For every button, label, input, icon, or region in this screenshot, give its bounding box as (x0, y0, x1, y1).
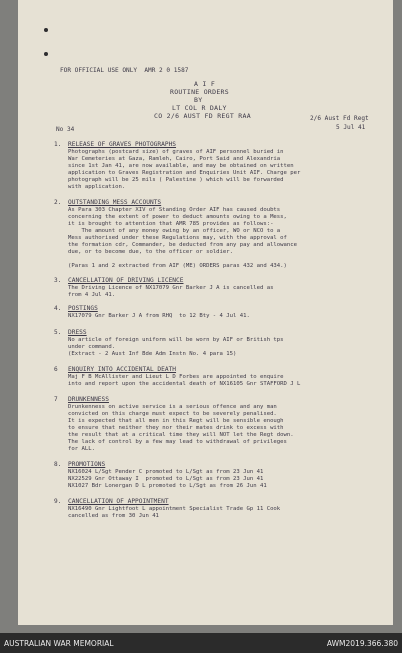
section-heading: OUTSTANDING MESS ACCOUNTS (68, 199, 162, 206)
section-line: NX1027 Bdr Lonergan D L promoted to L/Sgt as from 26 Jun 41 (68, 483, 267, 489)
section-line: War Cemeteries at Gaza, Ramleh, Cairo, Port Said and Alexandria (68, 156, 281, 162)
title-by: BY (194, 96, 203, 104)
section-heading: DRESS (68, 329, 87, 336)
section-heading: RELEASE OF GRAVES PHOTOGRAPHS (68, 141, 177, 148)
section-line: cancelled as from 30 Jun 41 (68, 513, 159, 519)
section-heading: DRUNKENNESS (68, 396, 109, 403)
section-line: (Paras 1 and 2 extracted from AIF (ME) ORDERS paras 432 and 434.) (68, 263, 287, 269)
section-line: under command. (68, 344, 116, 350)
section-line: Photographs (postcard size) of graves of AIF personnel buried in (68, 149, 284, 155)
title-aif: A I F (194, 80, 216, 88)
section-line: the result that at a critical time they will NOT let the Regt down. (68, 432, 294, 438)
section-line: NX16024 L/Sgt Pender C promoted to L/Sgt as from 23 Jun 41 (68, 469, 264, 475)
section-line: NX22529 Gnr Ottaway I promoted to L/Sgt as from 23 Jun 41 (68, 476, 264, 482)
section-line: the formation cdr, Commander, be deducted from any pay and allowance (68, 242, 298, 248)
section-number: 1. (54, 141, 62, 148)
section-line: Maj F B McAllister and Lieut L D Forbes are appointed to enquire (68, 374, 284, 380)
order-date: 5 Jul 41 (336, 124, 366, 131)
section-line: Mess authorised under these Regulations may, with the approval of (68, 235, 287, 241)
section-line: to ensure that neither they nor their mates drink to excess with (68, 425, 284, 431)
section-line: NX17079 Gnr Barker J A from RHQ to 12 Bty - 4 Jul 41. (68, 313, 250, 319)
punch-hole (44, 28, 48, 32)
title-routine-orders: ROUTINE ORDERS (170, 88, 229, 96)
archive-name: AUSTRALIAN WAR MEMORIAL (4, 639, 114, 648)
section-line: from 4 Jul 41. (68, 292, 116, 298)
title-unit: CO 2/6 AUST FD REGT RAA (154, 112, 251, 120)
punch-hole (44, 52, 48, 56)
section-number: 4. (54, 305, 62, 312)
section-number: 7 (54, 396, 58, 403)
section-line: (Extract - 2 Aust Inf Bde Adm Instn No. 4 para 15) (68, 351, 237, 357)
section-line: It is expected that all men in this Regt will be sensible enough (68, 418, 284, 424)
section-heading: ENQUIRY INTO ACCIDENTAL DEATH (68, 366, 177, 373)
archive-reference: AWM2019.366.380 (326, 639, 398, 648)
section-line: photograph will be 25 mils ( Palestine ) which will be forwarded (68, 177, 284, 183)
section-line: As Para 303 Chapter XIV of Standing Order AIF has caused doubts (68, 207, 281, 213)
section-line: concerning the extent of power to deduct amounts owing to a Mess, (68, 214, 287, 220)
section-line: The Driving Licence of NX17079 Gnr Barker J A is cancelled as (68, 285, 274, 291)
section-number: 5. (54, 329, 62, 336)
section-line: it is brought to attention that AMR 785 provides as follows:- (68, 221, 274, 227)
security-marking: FOR OFFICIAL USE ONLY AMR 2 0 1587 (60, 67, 189, 74)
section-number: 8. (54, 461, 62, 468)
section-line: since 1st Jan 41, are now available, and may be obtained on written (68, 163, 294, 169)
order-number: No 34 (56, 126, 75, 133)
section-line: The amount of any money owing by an officer, WO or NCO to a (68, 228, 281, 234)
section-heading: CANCELLATION OF APPOINTMENT (68, 498, 169, 505)
title-commander: LT COL R DALY (172, 104, 227, 112)
section-number: 3. (54, 277, 62, 284)
archive-footer (0, 633, 402, 653)
section-number: 6 (54, 366, 58, 373)
document-page (18, 0, 393, 625)
section-line: No article of foreign uniform will be worn by AIF or British tps (68, 337, 284, 343)
section-line: Drunkenness on active service is a serious offence and any man (68, 404, 277, 410)
section-line: application to Graves Registration and Enquiries Unit AIF. Charge per (68, 170, 301, 176)
section-line: for ALL. (68, 446, 95, 452)
unit-name: 2/6 Aust Fd Regt (310, 115, 369, 122)
section-heading: PROMOTIONS (68, 461, 106, 468)
section-line: The lack of control by a few may lead to withdrawal of privileges (68, 439, 287, 445)
section-line: with application. (68, 184, 126, 190)
section-heading: POSTINGS (68, 305, 98, 312)
section-line: due, or to become due, to the officer or soldier. (68, 249, 234, 255)
section-line: into and report upon the accidental death of NX16105 Gnr STAFFORD J L (68, 381, 301, 387)
section-heading: CANCELLATION OF DRIVING LICENCE (68, 277, 184, 284)
section-number: 2. (54, 199, 62, 206)
section-line: NX16490 Gnr Lightfoot L appointment Specialist Trade Gp 11 Cook (68, 506, 281, 512)
section-line: convicted on this charge must expect to be severely penalised. (68, 411, 277, 417)
section-number: 9. (54, 498, 62, 505)
